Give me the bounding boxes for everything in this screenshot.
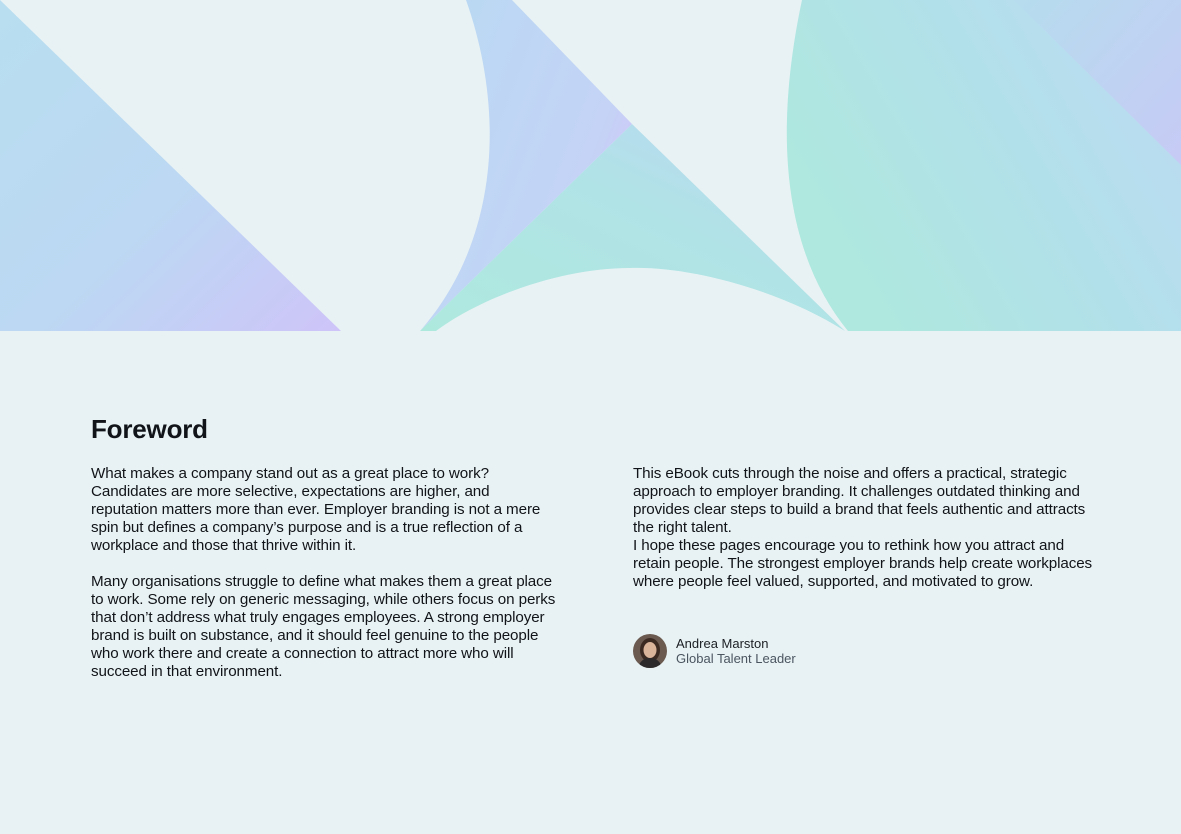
left-triangle-shape xyxy=(0,0,341,331)
decorative-shapes xyxy=(0,0,1181,331)
person-portrait-icon xyxy=(633,634,667,668)
paragraph: Many organisations struggle to define what makes them a great place to work. Some rely on generic messaging, while others focus on perks that don’t address what truly engages employees. A strong employer brand is built on substance, and it should feel genuine to the people who work there and create a connection to attract more who will succeed in that environment. xyxy=(91,573,556,680)
page-title: Foreword xyxy=(91,414,208,444)
avatar xyxy=(633,634,667,668)
author-signature xyxy=(633,634,796,668)
paragraph: What makes a company stand out as a great place to work? Candidates are more selective, expectations are higher, and reputation matters more than ever. Employer branding is not a mere spin but defines a company’s purpose and is a true reflection of a workplace and those that thrive within it. xyxy=(91,465,541,554)
author-role: Global Talent Leader xyxy=(676,651,796,666)
author-name: Andrea Marston xyxy=(676,636,769,651)
left-text-column xyxy=(91,465,556,699)
paragraph: I hope these pages encourage you to rethink how you attract and retain people. The strongest employer brands help create workplaces where people feel valued, supported, and motivated to grow. xyxy=(633,537,1093,590)
hero-graphic xyxy=(0,0,1181,331)
right-text-column xyxy=(633,465,1103,591)
paragraph: This eBook cuts through the noise and offers a practical, strategic approach to employer branding. It challenges outdated thinking and provides clear steps to build a brand that feels authentic and attracts the right talent. xyxy=(633,465,1086,536)
